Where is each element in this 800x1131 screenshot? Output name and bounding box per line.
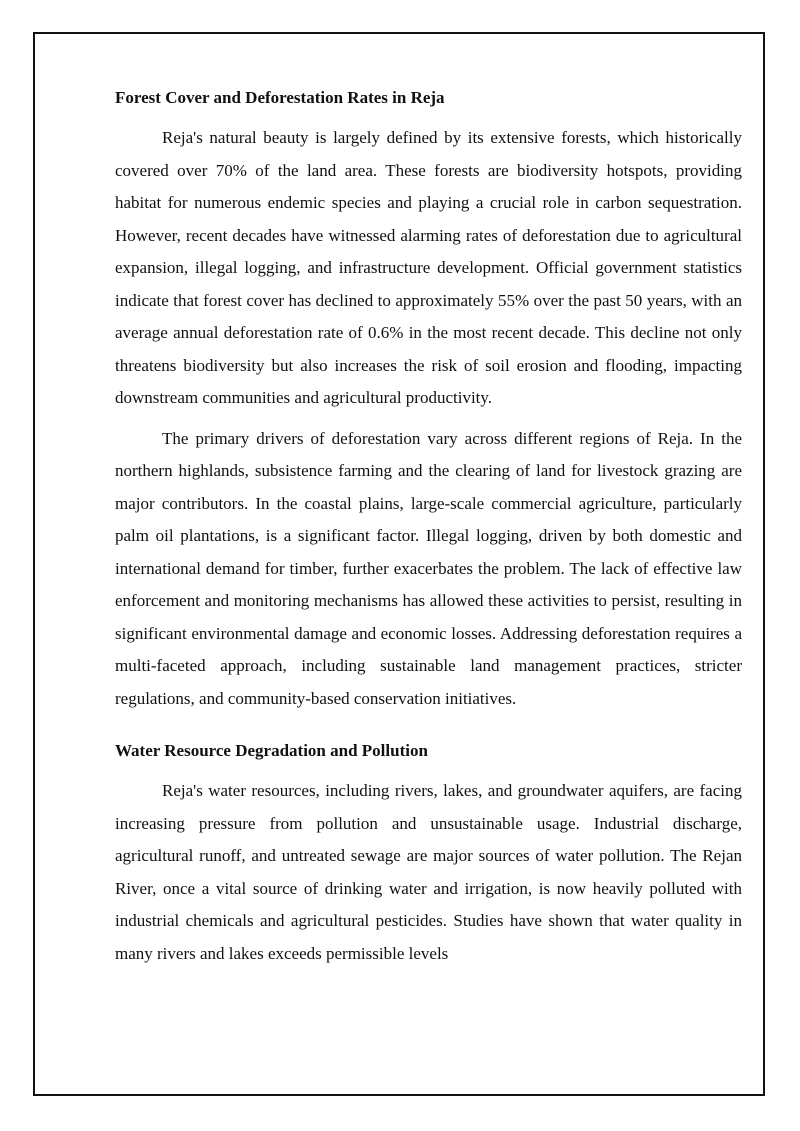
paragraph-forest-cover-2: The primary drivers of deforestation vary across different regions of Reja. In the northern highlands, subsistence farming and the clearing of land for livestock grazing are major contributors. In the coastal plains, large-scale commercial agriculture, particularly palm oil plantations, is a significant factor. Illegal logging, driven by both domestic and international demand for timber, further exacerbates the problem. The lack of effective law enforcement and monitoring mechanisms has allowed these activities to persist, resulting in significant environmental damage and economic losses. Addressing deforestation requires a multi-faceted approach, including sustainable land management practices, stricter regulations, and community-based conservation initiatives.: [115, 428, 742, 708]
document-body: [115, 84, 742, 970]
paragraph-forest-cover-1: Reja's natural beauty is largely defined by its extensive forests, which historically covered over 70% of the land area. These forests are biodiversity hotspots, providing habitat for numerous endemic species and playing a crucial role in carbon sequestration. However, recent decades have witnessed alarming rates of deforestation due to agricultural expansion, illegal logging, and infrastructure development. Official government statistics indicate that forest cover has declined to approximately 55% over the past 50 years, with an average annual deforestation rate of 0.6% in the most recent decade. This decline not only threatens biodiversity but also increases the risk of soil erosion and flooding, impacting downstream communities and agricultural productivity.: [115, 128, 742, 407]
section-heading-forest-cover: Forest Cover and Deforestation Rates in Reja: [115, 88, 445, 107]
section-heading-water-resources: Water Resource Degradation and Pollution: [115, 741, 428, 760]
paragraph-water-resources-1: Reja's water resources, including rivers, lakes, and groundwater aquifers, are facing increasing pressure from pollution and unsustainable usage. Industrial discharge, agricultural runoff, and untreated sewage are major sources of water pollution. The Rejan River, once a vital source of drinking water and irrigation, is now heavily polluted with industrial chemicals and agricultural pesticides. Studies have shown that water quality in many rivers and lakes exceeds permissible levels: [115, 781, 742, 963]
